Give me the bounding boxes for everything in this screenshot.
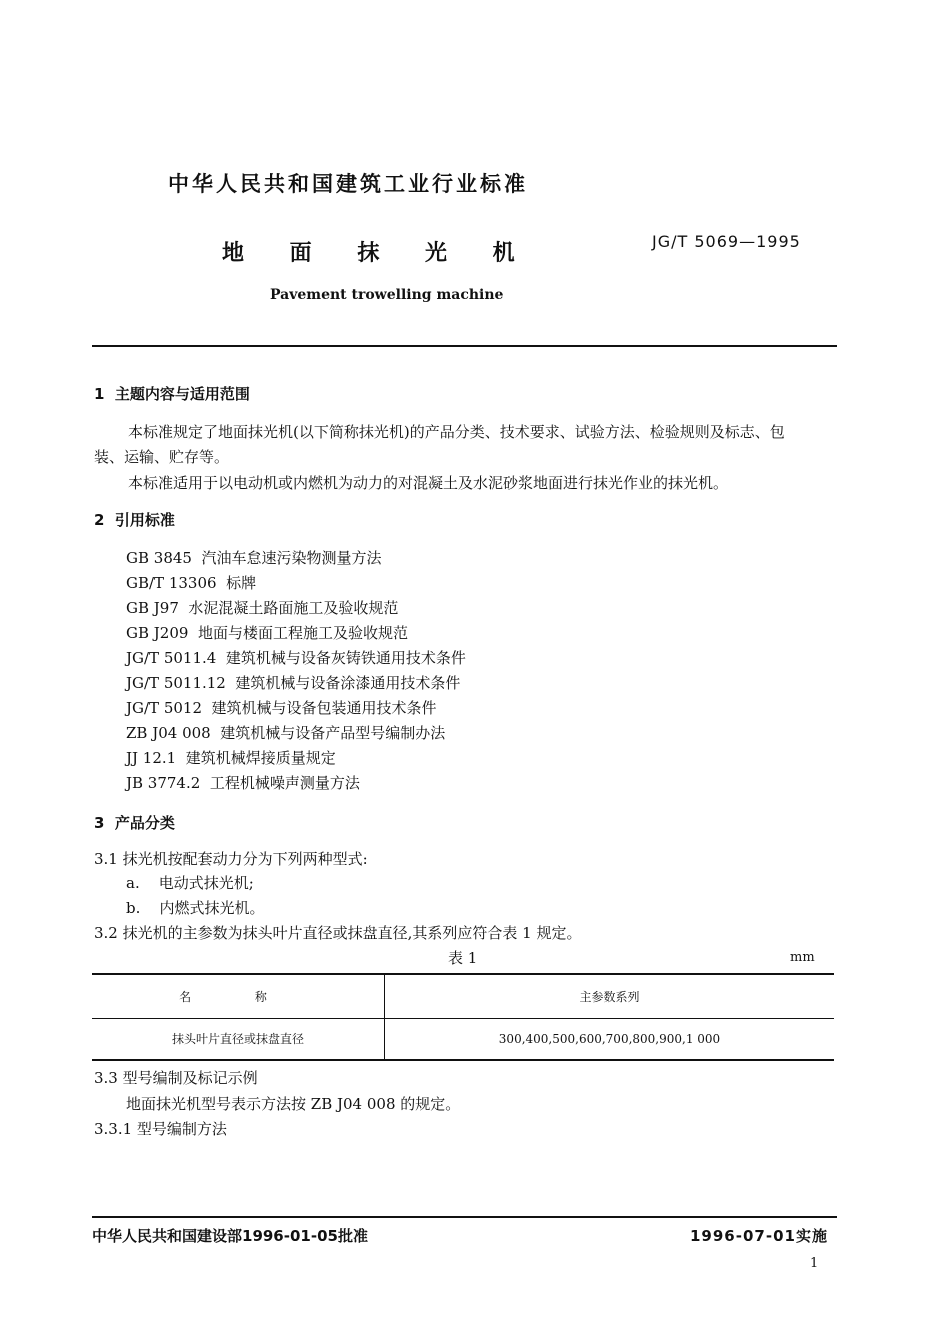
clause-3-3: 3.3 型号编制及标记示例 (94, 1069, 258, 1087)
paragraph-line: 本标准规定了地面抹光机(以下简称抹光机)的产品分类、技术要求、试验方法、检验规则及标志、包 (128, 423, 785, 441)
reference-code: ZB J04 008 (126, 724, 211, 742)
clause-3-1: 3.1 抹光机按配套动力分为下列两种型式: (94, 850, 368, 868)
table-cell: 300,400,500,600,700,800,900,1 000 (385, 1018, 835, 1060)
section-3-heading (94, 812, 175, 833)
reference-name: 地面与楼面工程施工及验收规范 (197, 624, 408, 642)
section-1-heading (94, 383, 250, 404)
table-caption: 表 1 (448, 949, 478, 967)
reference-code: GB 3845 (126, 549, 192, 567)
section-title: 引用标准 (114, 511, 175, 529)
reference-name: 水泥混凝土路面施工及验收规范 (188, 599, 399, 617)
section-number: 1 (94, 385, 105, 403)
table-cell: 抹头叶片直径或抹盘直径 (92, 1018, 385, 1060)
reference-code: JG/T 5011.12 (126, 674, 226, 692)
reference-item (126, 622, 408, 643)
table-header-cell (92, 974, 385, 1018)
table-row (92, 1018, 834, 1060)
list-label: b. (126, 899, 141, 917)
reference-item (126, 722, 445, 743)
reference-item (126, 547, 382, 568)
page-number: 1 (810, 1256, 819, 1271)
reference-code: JJ 12.1 (126, 749, 177, 767)
section-number: 3 (94, 814, 105, 832)
english-title: Pavement trowelling machine (270, 287, 504, 303)
reference-name: 工程机械噪声测量方法 (209, 774, 360, 792)
reference-item (126, 572, 256, 593)
reference-code: GB J97 (126, 599, 179, 617)
reference-item (126, 647, 466, 668)
header-rule (92, 345, 837, 347)
approval-note: 中华人民共和国建设部1996-01-05批准 (92, 1227, 368, 1245)
table-header-row (92, 974, 834, 1018)
footer-rule (92, 1216, 837, 1218)
reference-code: JG/T 5012 (126, 699, 202, 717)
reference-item (126, 772, 360, 793)
issuing-authority: 中华人民共和国建筑工业行业标准 (168, 172, 528, 196)
reference-code: GB/T 13306 (126, 574, 217, 592)
paragraph-line: 装、运输、贮存等。 (94, 448, 230, 466)
list-text: 电动式抹光机; (158, 874, 254, 892)
table-header-cell: 主参数系列 (385, 974, 835, 1018)
reference-item (126, 597, 398, 618)
parameter-table (92, 973, 834, 1061)
reference-code: GB J209 (126, 624, 189, 642)
paragraph-line: 地面抹光机型号表示方法按 ZB J04 008 的规定。 (126, 1095, 461, 1113)
section-2-heading (94, 509, 175, 530)
reference-item (126, 747, 336, 768)
standard-code: JG/T 5069—1995 (652, 232, 801, 251)
reference-name: 建筑机械焊接质量规定 (185, 749, 336, 767)
reference-item (126, 697, 437, 718)
list-item (126, 897, 264, 918)
section-title: 主题内容与适用范围 (114, 385, 250, 403)
table-unit: mm (790, 950, 815, 965)
reference-code: JB 3774.2 (126, 774, 201, 792)
list-label: a. (126, 874, 140, 892)
reference-code: JG/T 5011.4 (126, 649, 217, 667)
clause-3-3-1: 3.3.1 型号编制方法 (94, 1120, 227, 1138)
list-item (126, 872, 254, 893)
clause-3-2: 3.2 抹光机的主参数为抹头叶片直径或抹盘直径,其系列应符合表 1 规定。 (94, 924, 582, 942)
reference-name: 建筑机械与设备产品型号编制办法 (220, 724, 446, 742)
reference-name: 汽油车怠速污染物测量方法 (201, 549, 382, 567)
header-text: 名 称 (179, 989, 297, 1004)
reference-name: 建筑机械与设备涂漆通用技术条件 (235, 674, 461, 692)
reference-item (126, 672, 460, 693)
document-title: 地 面 抹 光 机 (222, 241, 515, 266)
section-title: 产品分类 (114, 814, 175, 832)
reference-name: 标牌 (226, 574, 257, 592)
effective-date: 1996-07-01实施 (690, 1227, 828, 1245)
list-text: 内燃式抹光机。 (159, 899, 265, 917)
paragraph-line: 本标准适用于以电动机或内燃机为动力的对混凝土及水泥砂浆地面进行抹光作业的抹光机。 (128, 474, 729, 492)
reference-name: 建筑机械与设备包装通用技术条件 (211, 699, 437, 717)
reference-name: 建筑机械与设备灰铸铁通用技术条件 (225, 649, 466, 667)
section-number: 2 (94, 511, 105, 529)
